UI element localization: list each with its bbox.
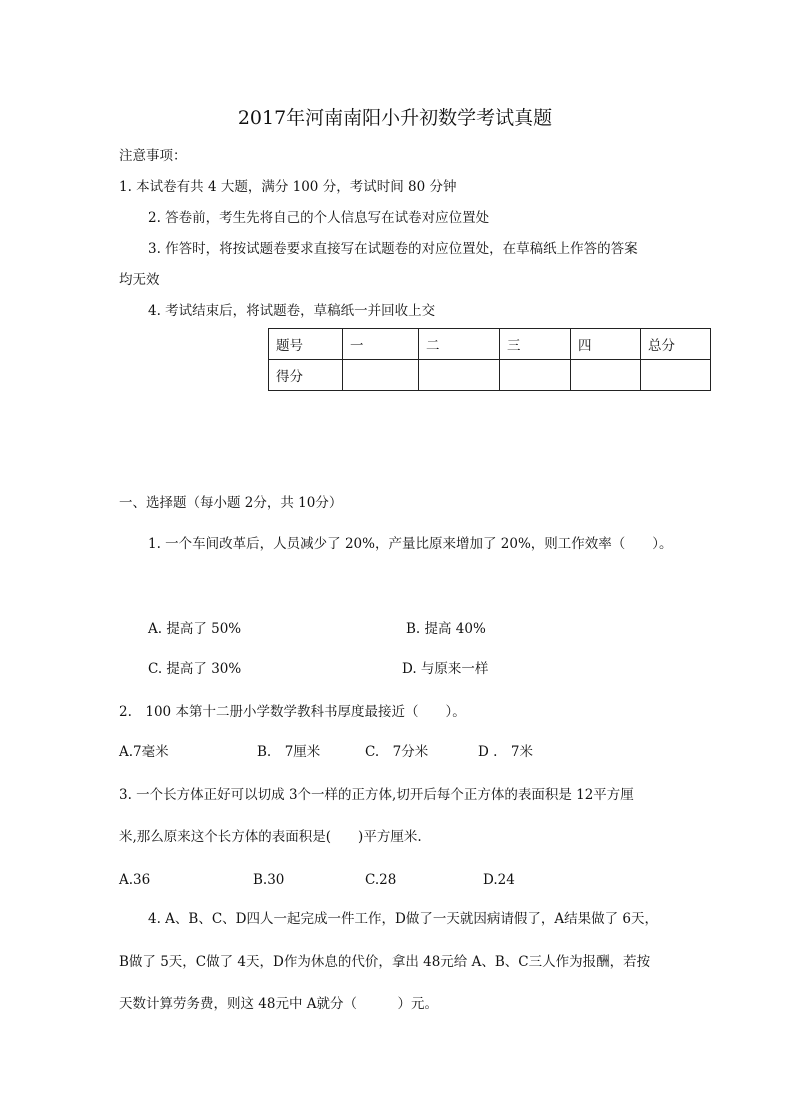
- notice-item-3-cont: 均无效: [119, 272, 160, 288]
- score-header-cell: 四: [571, 329, 641, 360]
- score-cell[interactable]: [571, 360, 641, 391]
- q2-option-a: A.7毫米: [119, 744, 169, 760]
- notice-item-3: 3. 作答时，将按试题卷要求直接写在试题卷的对应位置处，在草稿纸上作答的答案: [148, 241, 638, 257]
- score-header-cell: 总分: [641, 329, 711, 360]
- score-header-cell: 题号: [269, 329, 343, 360]
- score-row-label: 得分: [269, 360, 343, 391]
- q1-option-a: A. 提高了 50%: [148, 621, 242, 637]
- q3-option-d: D.24: [483, 872, 515, 888]
- score-table: [268, 328, 711, 391]
- q4-line-2: B做了 5天，C做了 4天，D作为休息的代价，拿出 48元给 A、B、C三人作为报酬，若按: [119, 954, 651, 970]
- score-cell[interactable]: [500, 360, 571, 391]
- score-cell[interactable]: [419, 360, 500, 391]
- q3-stem-line-1: 3. 一个长方体正好可以切成 3个一样的正方体,切开后每个正方体的表面积是 12平方厘: [119, 787, 634, 803]
- score-header-cell: 三: [500, 329, 571, 360]
- notice-item-2: 2. 答卷前，考生先将自己的个人信息写在试卷对应位置处: [148, 210, 490, 226]
- q1-stem: 1. 一个车间改革后，人员减少了 20%，产量比原来增加了 20%，则工作效率（ ）。: [148, 536, 673, 552]
- q1-option-c: C. 提高了 30%: [148, 661, 242, 677]
- q1-option-d: D. 与原来一样: [402, 661, 489, 677]
- notice-item-1: 1. 本试卷有共 4 大题，满分 100 分，考试时间 80 分钟: [119, 179, 457, 195]
- q2-option-c: C. 7分米: [365, 744, 429, 760]
- section-1-heading: 一、选择题（每小题 2分，共 10分）: [119, 495, 343, 511]
- q2-stem: 2. 100 本第十二册小学数学教科书厚度最接近（ ）。: [119, 704, 466, 720]
- score-table-header-row: [269, 329, 711, 360]
- q3-option-c: C.28: [365, 872, 397, 888]
- q2-option-b: B. 7厘米: [257, 744, 321, 760]
- q3-stem-line-2: 米,那么原来这个长方体的表面积是( )平方厘米.: [119, 829, 422, 845]
- q3-option-b: B.30: [253, 872, 285, 888]
- q1-option-b: B. 提高 40%: [406, 621, 486, 637]
- score-header-cell: 二: [419, 329, 500, 360]
- notice-item-4: 4. 考试结束后，将试题卷，草稿纸一并回收上交: [148, 303, 436, 319]
- notice-heading: 注意事项：: [119, 148, 187, 164]
- score-cell[interactable]: [343, 360, 419, 391]
- q4-line-1: 4. A、B、C、D四人一起完成一件工作，D做了一天就因病请假了，A结果做了 6天，: [148, 911, 658, 927]
- score-table-score-row: [269, 360, 711, 391]
- score-header-cell: 一: [343, 329, 419, 360]
- q4-line-3: 天数计算劳务费，则这 48元中 A就分（ ）元。: [119, 996, 439, 1012]
- q2-option-d: D . 7米: [478, 744, 533, 760]
- page-title: 2017年河南南阳小升初数学考试真题: [237, 107, 553, 129]
- q3-option-a: A.36: [119, 872, 151, 888]
- score-cell[interactable]: [641, 360, 711, 391]
